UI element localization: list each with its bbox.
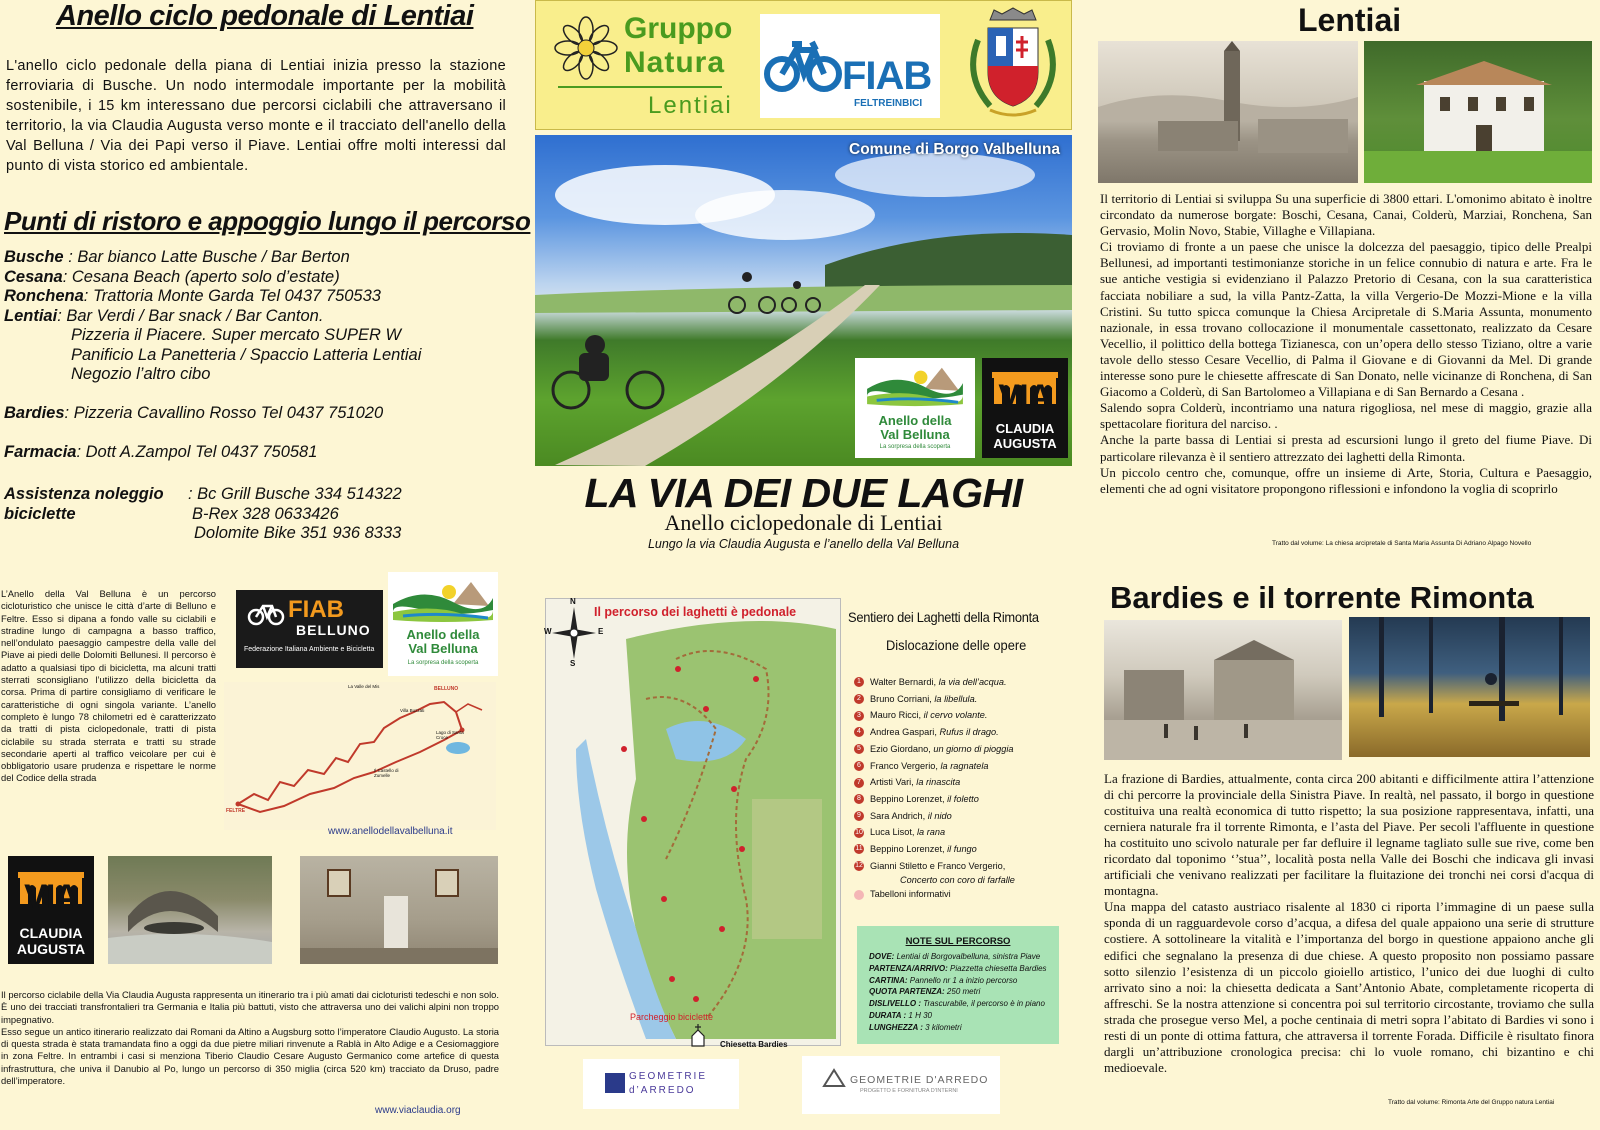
gruppo-divider: [558, 86, 722, 88]
note-row: DOVE: Lentiai di Borgovalbelluna, sinistra Piave: [869, 952, 1041, 961]
room-icon: [300, 856, 498, 964]
flower-icon: [554, 16, 618, 80]
bardies-old-photo: [1104, 620, 1342, 760]
anello-logo-l1: Anello della: [878, 413, 952, 428]
opera-item: 9 Sara Andrich, il nido: [854, 808, 1015, 825]
via-word: VIA: [24, 878, 78, 916]
compass-s: S: [570, 659, 576, 668]
ristoro-row: Cesana: Cesana Beach (aperto solo d’estate): [4, 267, 340, 286]
valbelluna-text: L’Anello della Val Belluna è un percorso cicloturistico che unisce le città d’arte di Belluno e Feltre. Esso si dipana a fondo valle su ciclabili e stradine lungo di campagna a basso traffico, nell’ondulato paesaggio campestre della valle del Piave ai piedi delle Dolomiti Bellunesi. Il percorso è adatto a qualsiasi tipo di bicicletta, ma alcuni tratti sterrati sconsigliano l’utilizzo della bicicletta da corsa. Prima di partire consigliamo di verificare le caratteristiche di ogni singola variante. L’anello completo è lungo 78 chilometri ed è caratterizzato da tratti di pista ciclopedonale, tratti di pista ciclabile su strada sterrata e tratti su strade secondarie aperti al traffico veicolare per cui è obbligatorio usare prudenza e rispettare le norme del Codice della strada: [1, 588, 216, 784]
via-l2: AUGUSTA: [993, 436, 1057, 451]
villa-icon: [1364, 41, 1592, 183]
compass-e: E: [598, 627, 604, 636]
bardies-title: Bardies e il torrente Rimonta: [1110, 580, 1534, 615]
coat-of-arms-icon: [960, 6, 1066, 124]
hero-photo: [535, 135, 1072, 466]
route-map-icon: [224, 682, 496, 830]
lentiai-villa-photo: [1364, 41, 1592, 183]
fiab-name: FIAB: [842, 54, 932, 98]
notes-box: [857, 926, 1059, 1044]
compass-icon: [550, 601, 598, 665]
parking-label: Parcheggio biciclette: [630, 1012, 714, 1022]
assistenza-label: Assistenza noleggio: [4, 485, 164, 503]
geometrie-logo-1: [583, 1059, 739, 1109]
via-l1: CLAUDIA: [995, 421, 1055, 436]
assistenza-item: Dolomite Bike 351 936 8333: [194, 524, 402, 542]
note-row: QUOTA PARTENZA: 250 metri: [869, 987, 981, 997]
map-label: Villa Buzzati: [400, 708, 425, 713]
opera-item: 7 Artisti Vari, la rinascita: [854, 774, 1015, 791]
compass-n: N: [570, 597, 576, 606]
geo1-bottom: d’ARREDO: [629, 1085, 696, 1096]
claudia-text: Il percorso ciclabile della Via Claudia Augusta rappresenta un itinerario tra i più amati dai cicloturisti tedeschi e non solo. È uno dei tracciati transfrontalieri tra Germania e Italia più battuti, visto che attraversa uno dei valichi alpini non troppo impegnativo. Esso segue un antico itinerario realizzato dai Romani da Altino a Augsburg sotto l’imperatore Claudio Augusto. La storia di questa strada è stata tramandata fino a oggi da due pietre miliari rinvenute a Rablà in Alto Adige e a Cesiomaggiore in zona Feltre. In entrambi i casi si menziona Tiberio Claudio Cesare Augusto Germanico come artefice di questa infrastruttura, che univa il Danubio al Po, lungo un percorso di 350 miglia (circa 520 km) tracciato da Druso, padre dell’imperatore.: [1, 989, 499, 1087]
fiab-word: FIAB: [288, 596, 344, 623]
via-claudia-logo: [982, 358, 1068, 458]
compass-w: W: [544, 627, 552, 636]
gruppo-natura-logo: [542, 6, 742, 124]
bardies-credit: Tratto dal volume: Rimonta Arte del Gruppo natura Lentiai: [1388, 1099, 1555, 1106]
main-title: LA VIA DEI DUE LAGHI: [584, 470, 1023, 516]
ristoro-row: Bardies: Pizzeria Cavallino Rosso Tel 0437 751020: [4, 404, 384, 422]
anello-valbelluna-logo: [855, 358, 975, 458]
via-claudia-logo: [8, 856, 94, 964]
gruppo-line3: Lentiai: [648, 92, 733, 119]
geometrie-logo-2: [802, 1056, 1000, 1114]
church-label: Chiesetta Bardies: [720, 1040, 788, 1049]
ristoro-row: Lentiai: Bar Verdi / Bar snack / Bar Canton.: [4, 306, 324, 325]
lentiai-credit: Tratto dal volume: La chiesa arcipretale di Santa Maria Assunta Di Adriano Alpago Novello: [1272, 540, 1532, 547]
sentiero-title: Sentiero dei Laghetti della Rimonta: [848, 609, 1039, 625]
via-l2: AUGUSTA: [16, 941, 86, 957]
geo1-top: GEOMETRIE: [629, 1071, 708, 1082]
ristoro-row: Negozio l’altro cibo: [71, 365, 211, 383]
anello-logo-tag: La sorpresa della scoperta: [879, 444, 951, 450]
comune-label: Comune di Borgo Valbelluna: [849, 141, 1060, 158]
assistenza-label: biciclette: [4, 505, 76, 523]
anello-landscape-icon: [860, 362, 970, 408]
village-icon: [1104, 620, 1342, 760]
notes-title: NOTE SUL PERCORSO: [905, 936, 1011, 947]
gruppo-line2: Natura: [624, 46, 726, 79]
anello-logo-tag: La sorpresa della scoperta: [407, 660, 479, 666]
lentiai-old-photo: [1098, 41, 1358, 183]
fiab-feltre-logo: [760, 14, 940, 118]
opera-item-extra: Concerto con coro di farfalle: [900, 875, 1015, 886]
bicycle-icon: [248, 600, 284, 626]
opera-item: 4 Andrea Gaspari, Rufus il drago.: [854, 724, 1015, 741]
anello-logo-l2: Val Belluna: [408, 641, 478, 656]
main-subtitle: Anello ciclopedonale di Lentiai: [664, 510, 943, 535]
map-label: BELLUNO: [434, 686, 459, 692]
tabelloni-item: Tabelloni informativi: [854, 886, 1015, 903]
anello-landscape-icon: [393, 576, 493, 624]
left-intro: L'anello ciclo pedonale della piana di Lentiai inizia presso la stazione ferroviaria di Busche. Un nodo intermodale importante per la mobilità sostenibile, i 15 km interessano due percorsi ciclabili che attraversano il territorio, la via Claudia Augusta verso monte e il tracciato dell'anello della Val Belluna / Via dei Papi verso il Piave. Lentiai offre molti interessi dal punto di vista storico ed ambientale.: [6, 58, 506, 174]
geometrie-mark-icon: [605, 1073, 625, 1093]
valbelluna-url[interactable]: www.anellodellavalbelluna.it: [328, 826, 453, 837]
gruppo-line1: Gruppo: [624, 12, 733, 45]
sentiero-sub: Dislocazione delle opere: [886, 637, 1027, 653]
note-row: LUNGHEZZA : 3 kilometri: [869, 1022, 962, 1032]
left-title: Anello ciclo pedonale di Lentiai: [56, 0, 474, 32]
main-subsubtitle: Lungo la via Claudia Augusta e l’anello della Val Belluna: [647, 537, 960, 551]
fiab-sub: FELTREINBICI: [854, 98, 923, 109]
lentiai-text: Il territorio di Lentiai si sviluppa Su una superficie di 3800 ettari. L'omonimo abitato è inoltre circondato da numerose borgate: Boschi, Cesana, Canai, Colderù, Marziai, Ronchena, San Gervasio, Molin Novo, Stabie, Villaghe e Villapiana. Ci troviamo di fronte a un paese che unisce la dolcezza del paesaggio, tipico delle Prealpi Bellunesi, ad importanti testimonianze storiche in un felice connubio di natura e arte. Fra le sue antiche vestigia si evidenziano il Palazzo Pretorio di Cesana, con la sua caratteristica facciata nobiliare a sud, la villa Pantz-Zatta, la villa Vergerio-De Mozzi-Mione e la villa Cristini. Su tutto spicca comunque la Chiesa Arcipretale di S.Maria Assunta, monumento nazionale, in essa trovano collocazione il monumentale cassettonato, realizzato da Cesare Vecellio, il polittico della bottega Tizianesca, con un’opera dello stesso Tiziano, oltre a varie tavole dello stesso Cesare Vecellio, di Palma il Giovane e di Giovanni da Mel. Di grande interesse sono pure le chiesette affrescate di San Donato, nelle vicinanze di Ronchena, di San Giacomo a Colderù, di San Bartolomeo a Villapiana e di San Bernardo a Cesana . Salendo sopra Colderù, incontriamo una natura rigogliosa, nel mese di maggio, grazie alla spettacolare fioritura del narciso. . Anche la parte bassa di Lentiai si presta ad escursioni lungo il greto del fiume Piave. Di particolare rilevanza è il sentiero attrezzato dei laghetti della Rimonta. Un piccolo centro che, comunque, offre un insieme di Arte, Storia, Cultura e Paesaggio, elementi che ad ogni visitatore propongono riflessioni e infondono la voglia di scoprirlo: [1100, 191, 1592, 496]
opere-list: [854, 674, 1015, 903]
opera-item: 1 Walter Bernardi, la via dell’acqua.: [854, 674, 1015, 691]
geo2-bottom: PROGETTO E FORNITURA D'INTERNI: [860, 1088, 958, 1094]
fiab-belluno-logo: [236, 590, 383, 668]
bridge-icon: [108, 856, 272, 964]
valbelluna-map: [224, 682, 496, 830]
lentiai-title: Lentiai: [1298, 2, 1402, 38]
trail-map-icon: [546, 599, 842, 1047]
anello-logo-l2: Val Belluna: [880, 427, 950, 442]
coat-of-arms: [960, 6, 1066, 124]
assistenza-item: B-Rex 328 0633426: [192, 505, 339, 523]
via-l1: CLAUDIA: [19, 925, 83, 941]
church-tower-icon: [1098, 41, 1358, 183]
anello-valbelluna-logo: [388, 572, 498, 676]
map-label: FELTRE: [226, 808, 246, 814]
ristoro-row: Farmacia: Dott A.Zampol Tel 0437 750581: [4, 443, 318, 461]
bridge-photo: [108, 856, 272, 964]
opera-item: 6 Franco Vergerio, la ragnatela: [854, 758, 1015, 775]
opera-item: 10 Luca Lisot, la rana: [855, 827, 946, 838]
trail-map: [545, 598, 841, 1046]
ristoro-list: [4, 248, 504, 463]
opera-item: 2 Bruno Corriani, la libellula.: [854, 691, 1015, 708]
note-row: DURATA : 1 H 30: [869, 1010, 932, 1020]
church-icon: [690, 1024, 706, 1046]
interior-photo: [300, 856, 498, 964]
anello-logo-l1: Anello della: [406, 627, 480, 642]
ristoro-row: Pizzeria il Piacere. Super mercato SUPER W: [71, 326, 402, 344]
note-row: DISLIVELLO : Trascurabile, il percorso è in piano: [869, 999, 1045, 1009]
opera-item: 8 Beppino Lorenzet, il foletto: [854, 791, 1015, 808]
ristoro-title: Punti di ristoro e appoggio lungo il percorso: [4, 206, 531, 236]
geometrie-mark-icon: [822, 1068, 846, 1088]
bicycle-icon: [764, 34, 842, 94]
note-row: PARTENZA/ARRIVO: Piazzetta chiesetta Bardies: [869, 963, 1047, 973]
geo2-top: GEOMETRIE D'ARREDO: [850, 1074, 989, 1086]
ristoro-row: Busche : Bar bianco Latte Busche / Bar Berton: [4, 248, 350, 266]
map-label: Lago di Santa Croce: [436, 730, 464, 740]
opera-item: 3 Mauro Ricci, il cervo volante.: [854, 707, 1015, 724]
opera-item: 5 Ezio Giordano, un giorno di pioggia: [854, 741, 1015, 758]
ristoro-row: Ronchena: Trattoria Monte Garda Tel 0437 750533: [4, 287, 381, 305]
opera-item: 11 Beppino Lorenzet, il fungo: [855, 844, 977, 855]
via-word: VIA: [998, 378, 1052, 414]
trail-map-title: Il percorso dei laghetti è pedonale: [594, 605, 797, 619]
ristoro-row: Panificio La Panetteria / Spaccio Latteria Lentiai: [71, 345, 422, 364]
forest-icon: [1349, 617, 1590, 757]
bardies-river-photo: [1349, 617, 1590, 757]
bardies-text: La frazione di Bardies, attualmente, conta circa 200 abitanti e difficilmente attira l’attenzione di chi percorre la provinciale della Sinistra Piave. In realtà, nel passato, il borgo in questione costituiva una realtà economica di tutto rispetto; la sua posizione rappresentava, infatti, una cerniera naturale fra il torrente Rimonta, e l’asta del Piave. Per secoli l'affluente in questione ha costituito uno scivolo naturale per far defluire il legname tagliato sulle sue rive, come ben ricordato dal toponimo ‘’stua’’, località posta nella Valle dei Boschi che indicava gli invasi artificiali che venivano realizzati per facilitare la fluitazione dei tronchi nei corsi d'acqua di montagna. Una mappa del catasto austriaco risalente al 1830 ci riporta l’immagine di un paese sulla sponda di un ragguardevole corso d’acqua, a difesa del quale appaiono una serie di strutture costiere. A sottolineare la vitalità e l’importanza del borgo in questione appaiono anche gli edifici che segnalano la presenza di due chiese. A questo proposito non possiamo passare sotto silenzio l’esistenza di un piccolo gioiello artistico, l’unico dei due luoghi di culto arrivato sino a noi: la chiesetta dedicata a Sant’Antonio Abate, completamente ricoperta di affreschi. Se la nostra attenzione si concentra poi sul territorio circostante, troviamo che sulla strada che prosegue verso Mel, a poche centinaia di metri sopra l’abitato di Bardies vi sono i resti di un ponte di ottima fattura, che attraversa il torrente Forada. Difficile è risultato finora dargli un’attribuzione cronologica precisa: chi lo vuole romano, chi bizantino e chi medioevale.: [1104, 771, 1594, 1075]
assistenza-item: : Bc Grill Busche 334 514322: [188, 485, 402, 503]
opera-item: 12 Gianni Stiletto e Franco Vergerio,: [855, 860, 1006, 871]
fiab-sub: Federazione Italiana Ambiente e Bicicletta: [244, 646, 375, 653]
map-label: La Valle del Mis: [348, 684, 380, 689]
map-label: Il Castello di Zumelle: [374, 768, 399, 778]
note-row: CARTINA: Pannello nr 1 a inizio percorso: [869, 975, 1018, 985]
fiab-city: BELLUNO: [296, 622, 371, 638]
claudia-url[interactable]: www.viaclaudia.org: [375, 1105, 461, 1116]
